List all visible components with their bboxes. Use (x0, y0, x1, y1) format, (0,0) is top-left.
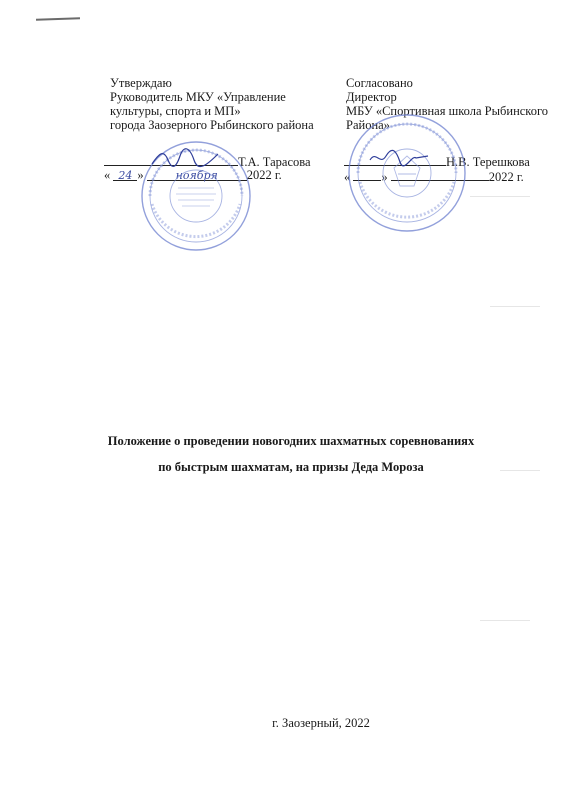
date-month-value: ноября (175, 169, 218, 182)
agreement-heading: Согласовано (346, 76, 413, 90)
official-seal-icon (342, 108, 472, 238)
document-title-line1: Положение о проведении новогодних шахматных соревнованиях (107, 434, 475, 448)
date-day-field (113, 168, 137, 181)
agreement-signer-name: Н.В. Терешкова (446, 155, 530, 169)
approval-date-year: 2022 г. (246, 168, 282, 182)
approval-position-line2: культуры, спорта и МП» (110, 104, 241, 118)
agreement-position-line2: МБУ «Спортивная школа Рыбинского (346, 104, 549, 118)
scan-artifact (490, 306, 540, 307)
document-title-line2: по быстрым шахматам, на призы Деда Мороза (158, 460, 424, 474)
approval-position-line1: Руководитель МКУ «Управление (110, 90, 286, 104)
signature-icon (368, 146, 430, 170)
agreement-position-line1: Директор (346, 90, 397, 104)
approval-position-line3: города Заозерного Рыбинского района (110, 118, 314, 132)
date-open-quote: « (344, 170, 351, 184)
date-close-quote: » (137, 168, 144, 182)
date-day-value: 24 (118, 169, 133, 182)
scan-artifact (470, 196, 530, 197)
agreement-date-year: 2022 г. (488, 170, 524, 184)
approval-signer-name: Т.А. Тарасова (238, 155, 311, 169)
approval-block (110, 76, 330, 132)
scan-artifact (480, 620, 530, 621)
approval-heading: Утверждаю (110, 76, 172, 90)
date-open-quote: « (104, 168, 111, 182)
signature-icon (150, 146, 220, 172)
scan-mark (36, 17, 80, 21)
city-year: г. Заозерный, 2022 (272, 716, 370, 730)
date-close-quote: » (381, 170, 388, 184)
agreement-position-line3: Района» (346, 118, 390, 132)
